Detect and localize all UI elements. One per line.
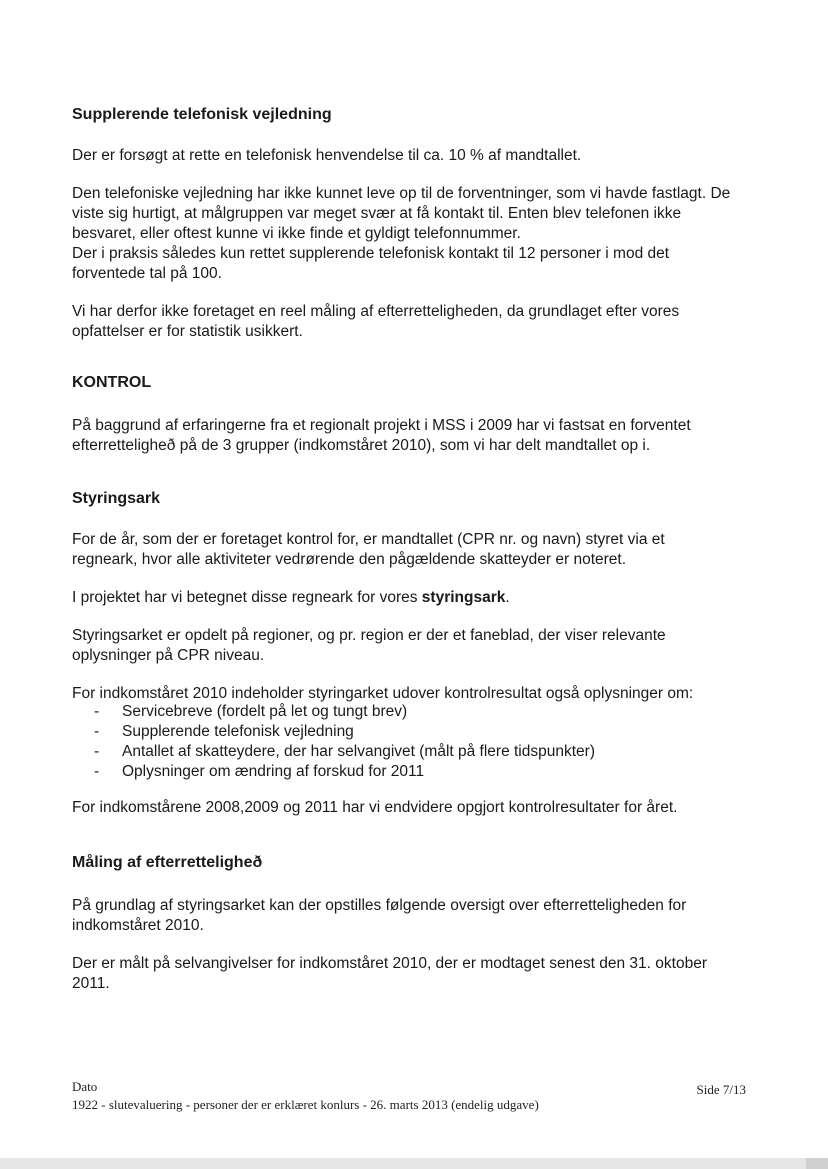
paragraph: På baggrund af erfaringerne fra et regionalt projekt i MSS i 2009 har vi fastsat en forventet efterretteligheð på de 3 grupper (indkomståret 2010), som vi har delt mandtallet op i. [72,417,691,454]
bold-term: styringsark [421,589,506,606]
paragraph: På grundlag af styringsarket kan der opstilles følgende oversigt over efterretteligheden for indkomståret 2010. [72,897,687,934]
paragraph: Der i praksis således kun rettet supplerende telefonisk kontakt til 12 personer i mod det forventede tal på 100. [72,245,670,282]
heading-maaling: Måling af efterretteligheð [72,854,263,871]
list-item: - Antallet af skatteydere, der har selvangivet (målt på flere tidspunkter) [94,742,595,762]
list-item: - Servicebreve (fordelt på let og tungt brev) [94,702,595,722]
paragraph: I projektet har vi betegnet disse regneark for vores styringsark. [72,589,510,606]
heading-styringsark: Styringsark [72,490,161,507]
heading-kontrol: KONTROL [72,374,152,391]
paragraph: Den telefoniske vejledning har ikke kunnet leve op til de forventninger, som vi havde fastlagt. De viste sig hurtigt, at målgruppen var meget svær at få kontakt til. Enten blev telefonen ikke besvaret, eller oftest kunne vi ikke finde et gyldigt telefonnummer. [72,185,731,242]
list-item: - Oplysninger om ændring af forskud for 2011 [94,762,595,782]
paragraph: For indkomståret 2010 indeholder styringarket udover kontrolresultat også oplysninger om: [72,685,694,702]
scan-edge-corner [806,1158,828,1169]
bullet-list [94,702,595,782]
paragraph: Styringsarket er opdelt på regioner, og pr. region er der et faneblad, der viser relevante oplysninger på CPR niveau. [72,627,666,664]
footer-date-label: Dato [72,1079,98,1094]
paragraph: Vi har derfor ikke foretaget en reel måling af efterretteligheden, da grundlaget efter vores opfattelser er for statistik usikkert. [72,303,680,340]
paragraph: For de år, som der er foretaget kontrol for, er mandtallet (CPR nr. og navn) styret via et regneark, hvor alle aktiviteter vedrørende den pågældende skatteyder er noteret. [72,531,665,568]
scan-edge [0,1158,828,1169]
list-item: - Supplerende telefonisk vejledning [94,722,595,742]
paragraph: Der er målt på selvangivelser for indkomståret 2010, der er modtaget senest den 31. oktober 2011. [72,955,707,992]
footer-document-title: 1922 - slutevaluering - personer der er erklæret konlurs - 26. marts 2013 (endelig udgave) [72,1097,539,1112]
paragraph: Der er forsøgt at rette en telefonisk henvendelse til ca. 10 % af mandtallet. [72,147,582,164]
footer-page-number: Side 7/13 [696,1082,746,1097]
heading-supplerende: Supplerende telefonisk vejledning [72,106,332,123]
paragraph: For indkomstårene 2008,2009 og 2011 har vi endvidere opgjort kontrolresultater for året. [72,799,678,816]
